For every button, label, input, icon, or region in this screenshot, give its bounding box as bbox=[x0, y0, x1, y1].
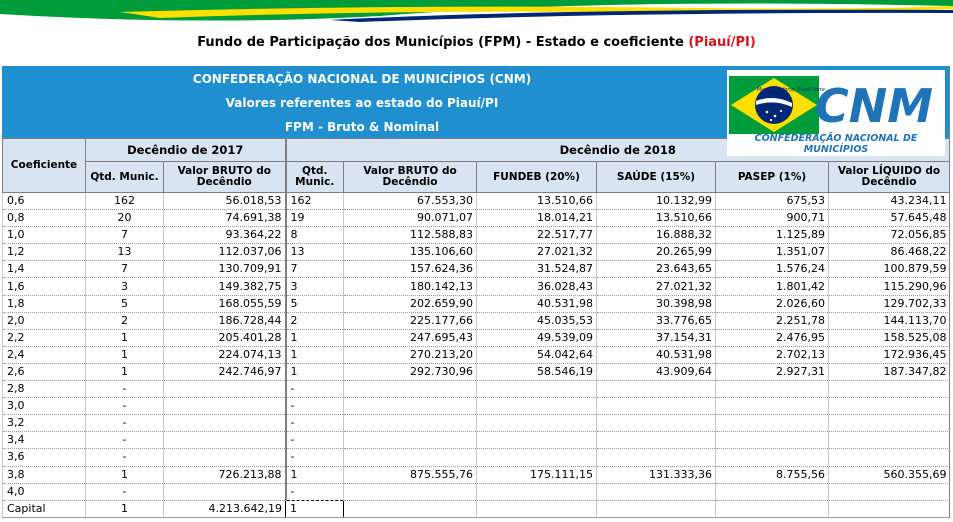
cell-coeficiente: 2,6 bbox=[3, 363, 86, 380]
cell-qtd-2018: 3 bbox=[286, 278, 344, 295]
cell-liquido: 57.645,48 bbox=[829, 210, 950, 227]
cell-qtd-2018: - bbox=[286, 415, 344, 432]
cell-saude: 33.776,65 bbox=[597, 312, 716, 329]
cell-liquido: 100.879,59 bbox=[829, 261, 950, 278]
cell-qtd-2018: 13 bbox=[286, 244, 344, 261]
cell-qtd-2018: 1 bbox=[286, 363, 344, 380]
cell-bruto-2017 bbox=[164, 381, 286, 398]
table-row bbox=[3, 261, 950, 278]
col-qtd-munic-2018: Qtd. Munic. bbox=[286, 162, 344, 193]
cell-saude bbox=[597, 432, 716, 449]
cell-qtd-2018: - bbox=[286, 483, 344, 500]
table-row bbox=[3, 210, 950, 227]
col-fundeb: FUNDEB (20%) bbox=[477, 162, 597, 193]
group-decendio-2017: Decêndio de 2017 bbox=[86, 139, 286, 162]
cell-bruto-2018: 112.588,83 bbox=[344, 227, 477, 244]
table-row bbox=[3, 466, 950, 483]
cell-saude: 13.510,66 bbox=[597, 210, 716, 227]
col-valor-bruto-2017: Valor BRUTO do Decêndio bbox=[164, 162, 286, 193]
cell-pasep bbox=[716, 415, 829, 432]
cell-qtd-2017: 1 bbox=[86, 466, 164, 483]
cell-bruto-2018 bbox=[344, 398, 477, 415]
table-body bbox=[3, 193, 950, 518]
cell-qtd-2018: 1 bbox=[286, 500, 344, 517]
cell-qtd-2018: - bbox=[286, 432, 344, 449]
cell-qtd-2017: 7 bbox=[86, 227, 164, 244]
cell-qtd-2017: - bbox=[86, 432, 164, 449]
cell-coeficiente: 1,8 bbox=[3, 295, 86, 312]
cell-qtd-2017: 1 bbox=[86, 363, 164, 380]
cell-qtd-2017: 20 bbox=[86, 210, 164, 227]
cell-bruto-2017: 149.382,75 bbox=[164, 278, 286, 295]
cell-qtd-2018: - bbox=[286, 398, 344, 415]
cell-pasep bbox=[716, 483, 829, 500]
cell-saude: 30.398,98 bbox=[597, 295, 716, 312]
table-row bbox=[3, 381, 950, 398]
cell-liquido: 158.525,08 bbox=[829, 329, 950, 346]
cell-qtd-2018: 19 bbox=[286, 210, 344, 227]
cell-saude: 16.888,32 bbox=[597, 227, 716, 244]
cell-bruto-2017: 168.055,59 bbox=[164, 295, 286, 312]
logo-caption: CONFEDERAÇÃO NACIONAL DE MUNICÍPIOS bbox=[754, 133, 918, 155]
cell-saude bbox=[597, 483, 716, 500]
cell-pasep: 1.576,24 bbox=[716, 261, 829, 278]
cell-saude bbox=[597, 381, 716, 398]
fpm-values-table bbox=[2, 138, 950, 518]
col-coeficiente: Coeficiente bbox=[3, 139, 86, 193]
cell-coeficiente: 3,6 bbox=[3, 449, 86, 466]
cell-bruto-2017 bbox=[164, 449, 286, 466]
cell-saude: 37.154,31 bbox=[597, 329, 716, 346]
header-line-state: Valores referentes ao estado do Piauí/PI bbox=[225, 96, 499, 110]
table-row bbox=[3, 398, 950, 415]
table-row bbox=[3, 244, 950, 261]
cell-bruto-2017 bbox=[164, 398, 286, 415]
col-qtd-munic-2017: Qtd. Munic. bbox=[86, 162, 164, 193]
logo-slogan: Município forte, Brasil forte bbox=[757, 87, 825, 93]
cell-pasep: 1.351,07 bbox=[716, 244, 829, 261]
col-pasep: PASEP (1%) bbox=[716, 162, 829, 193]
table-row bbox=[3, 363, 950, 380]
cell-bruto-2017: 726.213,88 bbox=[164, 466, 286, 483]
cell-liquido: 172.936,45 bbox=[829, 346, 950, 363]
cell-bruto-2018 bbox=[344, 500, 477, 517]
cell-bruto-2018 bbox=[344, 449, 477, 466]
cell-fundeb: 40.531,98 bbox=[477, 295, 597, 312]
cell-fundeb: 36.028,43 bbox=[477, 278, 597, 295]
cell-liquido bbox=[829, 449, 950, 466]
cell-bruto-2017 bbox=[164, 483, 286, 500]
header-line-organization: CONFEDERAÇÃO NACIONAL DE MUNICÍPIOS (CNM) bbox=[192, 72, 532, 86]
cell-fundeb: 31.524,87 bbox=[477, 261, 597, 278]
cell-pasep: 2.251,78 bbox=[716, 312, 829, 329]
cell-bruto-2017: 112.037,06 bbox=[164, 244, 286, 261]
col-valor-liquido: Valor LÍQUIDO do Decêndio bbox=[829, 162, 950, 193]
cell-liquido: 187.347,82 bbox=[829, 363, 950, 380]
table-row bbox=[3, 432, 950, 449]
cnm-logo-graphic bbox=[727, 70, 945, 142]
cell-qtd-2017: 3 bbox=[86, 278, 164, 295]
cell-saude: 10.132,99 bbox=[597, 193, 716, 210]
cell-bruto-2017: 56.018,53 bbox=[164, 193, 286, 210]
cell-qtd-2017: 2 bbox=[86, 312, 164, 329]
cell-pasep bbox=[716, 381, 829, 398]
cell-fundeb bbox=[477, 500, 597, 517]
cell-coeficiente: 1,0 bbox=[3, 227, 86, 244]
cell-pasep: 1.125,89 bbox=[716, 227, 829, 244]
cell-coeficiente: 0,8 bbox=[3, 210, 86, 227]
cell-bruto-2017 bbox=[164, 432, 286, 449]
cell-saude: 40.531,98 bbox=[597, 346, 716, 363]
cell-bruto-2017: 74.691,38 bbox=[164, 210, 286, 227]
cell-qtd-2018: 7 bbox=[286, 261, 344, 278]
page-title bbox=[0, 35, 953, 50]
cell-fundeb: 58.546,19 bbox=[477, 363, 597, 380]
cell-bruto-2018: 270.213,20 bbox=[344, 346, 477, 363]
table-row bbox=[3, 449, 950, 466]
cell-coeficiente: 4,0 bbox=[3, 483, 86, 500]
table-row bbox=[3, 295, 950, 312]
cell-qtd-2018: - bbox=[286, 449, 344, 466]
cell-fundeb: 45.035,53 bbox=[477, 312, 597, 329]
cell-bruto-2018 bbox=[344, 432, 477, 449]
cell-fundeb bbox=[477, 381, 597, 398]
cell-bruto-2018 bbox=[344, 415, 477, 432]
cell-bruto-2018: 157.624,36 bbox=[344, 261, 477, 278]
cell-fundeb: 49.539,09 bbox=[477, 329, 597, 346]
cell-pasep: 2.026,60 bbox=[716, 295, 829, 312]
cell-qtd-2017: - bbox=[86, 398, 164, 415]
cell-saude bbox=[597, 500, 716, 517]
cell-bruto-2018: 225.177,66 bbox=[344, 312, 477, 329]
cell-qtd-2017: - bbox=[86, 415, 164, 432]
cell-bruto-2018 bbox=[344, 483, 477, 500]
cell-pasep: 2.702,13 bbox=[716, 346, 829, 363]
table-row bbox=[3, 278, 950, 295]
cell-pasep: 1.801,42 bbox=[716, 278, 829, 295]
table-row bbox=[3, 312, 950, 329]
cell-bruto-2017: 224.074,13 bbox=[164, 346, 286, 363]
cell-qtd-2017: 13 bbox=[86, 244, 164, 261]
cell-bruto-2018: 202.659,90 bbox=[344, 295, 477, 312]
cell-pasep bbox=[716, 398, 829, 415]
cell-saude bbox=[597, 415, 716, 432]
cell-saude bbox=[597, 449, 716, 466]
header-row-columns bbox=[3, 162, 950, 193]
cell-liquido: 129.702,33 bbox=[829, 295, 950, 312]
cell-bruto-2017: 242.746,97 bbox=[164, 363, 286, 380]
cell-coeficiente: 2,8 bbox=[3, 381, 86, 398]
cell-bruto-2018 bbox=[344, 381, 477, 398]
cell-bruto-2017: 130.709,91 bbox=[164, 261, 286, 278]
cell-qtd-2017: 162 bbox=[86, 193, 164, 210]
cell-bruto-2017: 93.364,22 bbox=[164, 227, 286, 244]
table-row bbox=[3, 483, 950, 500]
cell-qtd-2018: 8 bbox=[286, 227, 344, 244]
table-row bbox=[3, 227, 950, 244]
cell-saude: 43.909,64 bbox=[597, 363, 716, 380]
group-decendio-2018: Decêndio de 2018 bbox=[286, 139, 950, 162]
cell-pasep: 8.755,56 bbox=[716, 466, 829, 483]
cell-liquido bbox=[829, 415, 950, 432]
cell-coeficiente: 3,4 bbox=[3, 432, 86, 449]
cell-fundeb bbox=[477, 398, 597, 415]
cell-liquido: 86.468,22 bbox=[829, 244, 950, 261]
fpm-table-container bbox=[2, 66, 950, 518]
cell-qtd-2017: - bbox=[86, 381, 164, 398]
cell-pasep bbox=[716, 500, 829, 517]
cell-saude: 20.265,99 bbox=[597, 244, 716, 261]
cell-bruto-2018: 67.553,30 bbox=[344, 193, 477, 210]
flag-swoosh-banner bbox=[0, 0, 953, 28]
cell-coeficiente: 1,2 bbox=[3, 244, 86, 261]
cell-fundeb bbox=[477, 449, 597, 466]
cell-bruto-2017: 186.728,44 bbox=[164, 312, 286, 329]
top-banner bbox=[0, 0, 953, 28]
cell-qtd-2017: 5 bbox=[86, 295, 164, 312]
table-row bbox=[3, 415, 950, 432]
cell-qtd-2017: 1 bbox=[86, 346, 164, 363]
cell-liquido: 144.113,70 bbox=[829, 312, 950, 329]
table-row bbox=[3, 329, 950, 346]
cell-liquido bbox=[829, 381, 950, 398]
table-row bbox=[3, 500, 950, 517]
cell-pasep: 2.476,95 bbox=[716, 329, 829, 346]
cell-saude bbox=[597, 398, 716, 415]
cell-qtd-2017: 1 bbox=[86, 329, 164, 346]
cell-pasep: 2.927,31 bbox=[716, 363, 829, 380]
table-row bbox=[3, 193, 950, 210]
cell-saude: 27.021,32 bbox=[597, 278, 716, 295]
cell-bruto-2018: 247.695,43 bbox=[344, 329, 477, 346]
cell-coeficiente: 1,4 bbox=[3, 261, 86, 278]
cell-qtd-2018: 2 bbox=[286, 312, 344, 329]
cell-coeficiente: Capital bbox=[3, 500, 86, 517]
cell-fundeb bbox=[477, 483, 597, 500]
cell-coeficiente: 2,4 bbox=[3, 346, 86, 363]
cell-fundeb: 54.042,64 bbox=[477, 346, 597, 363]
cell-liquido bbox=[829, 432, 950, 449]
cell-qtd-2018: - bbox=[286, 381, 344, 398]
cell-liquido bbox=[829, 500, 950, 517]
cell-coeficiente: 3,2 bbox=[3, 415, 86, 432]
cell-bruto-2017: 205.401,28 bbox=[164, 329, 286, 346]
cell-qtd-2018: 1 bbox=[286, 466, 344, 483]
cell-bruto-2018: 875.555,76 bbox=[344, 466, 477, 483]
cell-bruto-2018: 292.730,96 bbox=[344, 363, 477, 380]
cell-bruto-2017: 4.213.642,19 bbox=[164, 500, 286, 517]
cell-qtd-2018: 1 bbox=[286, 329, 344, 346]
cell-pasep: 900,71 bbox=[716, 210, 829, 227]
cell-fundeb: 175.111,15 bbox=[477, 466, 597, 483]
cell-fundeb bbox=[477, 432, 597, 449]
cell-fundeb: 22.517,77 bbox=[477, 227, 597, 244]
cell-liquido: 560.355,69 bbox=[829, 466, 950, 483]
cell-fundeb bbox=[477, 415, 597, 432]
cell-liquido: 72.056,85 bbox=[829, 227, 950, 244]
cell-bruto-2018: 180.142,13 bbox=[344, 278, 477, 295]
header-line-fpm: FPM - Bruto & Nominal bbox=[284, 120, 440, 134]
cell-fundeb: 13.510,66 bbox=[477, 193, 597, 210]
cell-coeficiente: 2,0 bbox=[3, 312, 86, 329]
cell-fundeb: 27.021,32 bbox=[477, 244, 597, 261]
page-title-text: Fundo de Participação dos Municípios (FPM) - Estado e coeficiente bbox=[197, 35, 689, 50]
cell-bruto-2018: 135.106,60 bbox=[344, 244, 477, 261]
page-title-state: (Piauí/PI) bbox=[688, 35, 756, 50]
table-row bbox=[3, 346, 950, 363]
cell-qtd-2017: 1 bbox=[86, 500, 164, 517]
cell-pasep bbox=[716, 432, 829, 449]
cell-qtd-2018: 5 bbox=[286, 295, 344, 312]
col-saude: SAÚDE (15%) bbox=[597, 162, 716, 193]
cell-coeficiente: 2,2 bbox=[3, 329, 86, 346]
cell-liquido: 43.234,11 bbox=[829, 193, 950, 210]
cell-saude: 23.643,65 bbox=[597, 261, 716, 278]
cell-coeficiente: 1,6 bbox=[3, 278, 86, 295]
col-valor-bruto-2018: Valor BRUTO do Decêndio bbox=[344, 162, 477, 193]
cell-coeficiente: 3,0 bbox=[3, 398, 86, 415]
cell-qtd-2018: 1 bbox=[286, 346, 344, 363]
cell-bruto-2017 bbox=[164, 415, 286, 432]
cell-qtd-2017: - bbox=[86, 449, 164, 466]
cell-coeficiente: 0,6 bbox=[3, 193, 86, 210]
cell-liquido bbox=[829, 483, 950, 500]
cell-fundeb: 18.014,21 bbox=[477, 210, 597, 227]
cell-qtd-2018: 162 bbox=[286, 193, 344, 210]
cnm-logo bbox=[727, 70, 945, 156]
cell-qtd-2017: - bbox=[86, 483, 164, 500]
logo-wordmark: CNM bbox=[815, 79, 934, 133]
cell-liquido bbox=[829, 398, 950, 415]
cell-liquido: 115.290,96 bbox=[829, 278, 950, 295]
cell-coeficiente: 3,8 bbox=[3, 466, 86, 483]
cell-pasep bbox=[716, 449, 829, 466]
cell-saude: 131.333,36 bbox=[597, 466, 716, 483]
cell-qtd-2017: 7 bbox=[86, 261, 164, 278]
cell-bruto-2018: 90.071,07 bbox=[344, 210, 477, 227]
cell-pasep: 675,53 bbox=[716, 193, 829, 210]
